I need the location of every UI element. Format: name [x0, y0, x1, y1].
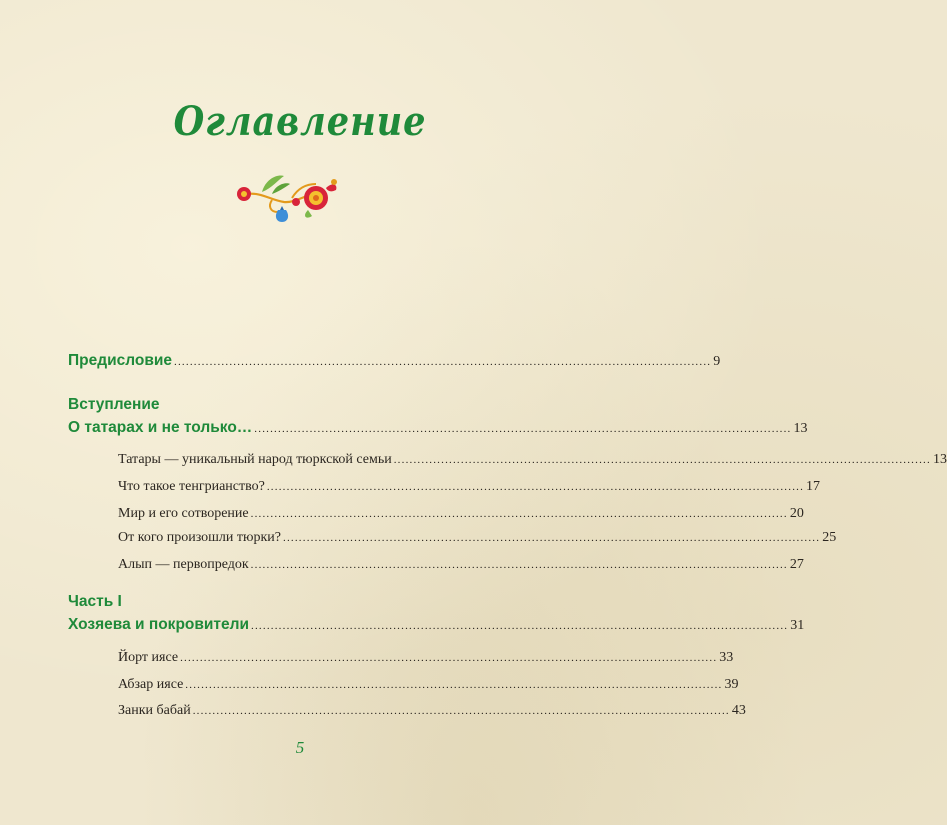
toc-page-number: 39: [724, 677, 739, 692]
toc-entry-preface[interactable]: [68, 352, 721, 370]
section-heading: Часть I: [68, 593, 122, 610]
dot-leader: ........................................................................................................................................: [393, 454, 931, 466]
dot-leader: ........................................................................................................................................: [185, 679, 723, 691]
floral-ornament-icon: [232, 172, 344, 224]
toc-page-number: 25: [822, 530, 837, 545]
toc-page-number: 13: [932, 452, 947, 467]
toc-entry-main[interactable]: [68, 419, 808, 437]
section-heading: Вступление: [68, 396, 160, 413]
toc-entry-label: О татарах и не только…: [68, 419, 253, 436]
dot-leader: ........................................................................................................................................: [192, 705, 730, 717]
dot-leader: ........................................................................................................................................: [250, 508, 788, 520]
toc-entry-label: От кого произошли тюрки?: [118, 530, 281, 545]
toc-entry-label: Занки бабай: [118, 703, 191, 718]
toc-page-number: 20: [789, 506, 804, 521]
toc-page-number: 13: [793, 421, 808, 436]
toc-entry[interactable]: [118, 452, 947, 468]
toc-page-number: 33: [719, 650, 734, 665]
toc-entry[interactable]: [118, 557, 804, 573]
dot-leader: ........................................................................................................................................: [250, 559, 788, 571]
toc-entry-label: Что такое тенгрианство?: [118, 479, 265, 494]
toc-entry[interactable]: [118, 479, 821, 495]
toc-page-number: 31: [790, 618, 805, 633]
toc-page-number: 43: [731, 703, 746, 718]
toc-entry-label: Хозяева и покровители: [68, 616, 250, 633]
dot-leader: ........................................................................................................................................: [180, 652, 718, 664]
dot-leader: ........................................................................................................................................: [174, 356, 712, 368]
toc-entry[interactable]: [118, 650, 734, 666]
toc-entry-label: Татары — уникальный народ тюркской семьи: [118, 452, 392, 467]
toc-entry-label: Мир и его сотворение: [118, 506, 249, 521]
toc-entry-label: Абзар иясе: [118, 677, 184, 692]
toc-entry[interactable]: [118, 677, 739, 693]
toc-entry[interactable]: [118, 703, 746, 719]
toc-entry[interactable]: [118, 530, 837, 546]
page-number: 5: [295, 738, 305, 757]
toc-entry-label: Предисловие: [68, 352, 173, 369]
dot-leader: ........................................................................................................................................: [254, 423, 792, 435]
dot-leader: ........................................................................................................................................: [251, 620, 789, 632]
toc-entry-label: Алып — первопредок: [118, 557, 249, 572]
dot-leader: ........................................................................................................................................: [266, 481, 805, 493]
toc-entry-main[interactable]: [68, 616, 805, 634]
toc-page-number: 17: [806, 479, 821, 494]
toc-entry-label: Йорт иясе: [118, 650, 179, 665]
toc-page-number: 27: [789, 557, 804, 572]
toc-entry[interactable]: [118, 506, 804, 522]
page-title: Оглавление: [173, 98, 427, 145]
toc-page-number: 9: [713, 354, 721, 369]
dot-leader: ........................................................................................................................................: [283, 532, 821, 544]
